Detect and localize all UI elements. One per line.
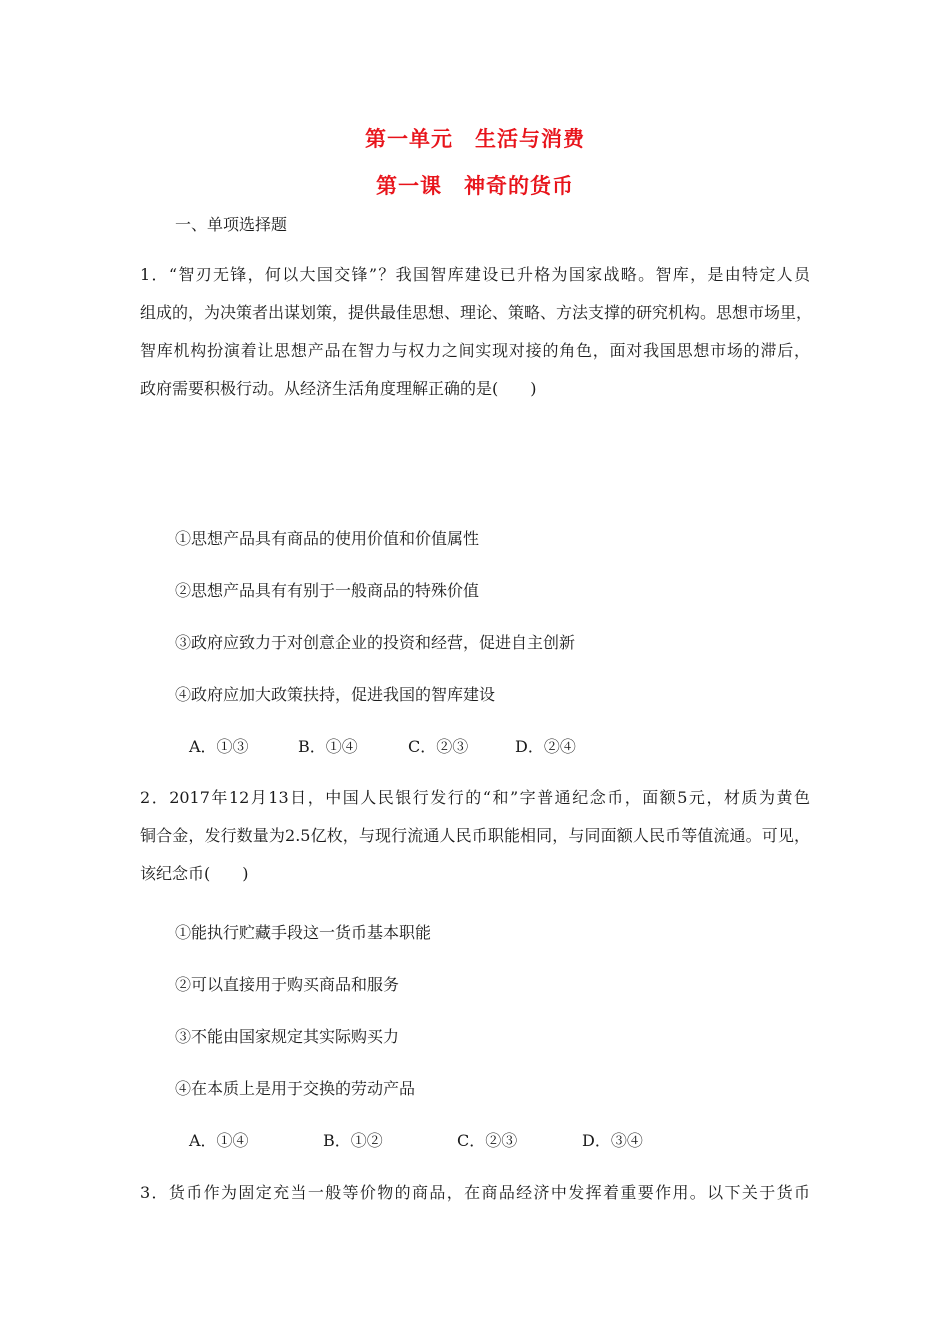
unit-title: 第一单元 生活与消费 (365, 126, 585, 151)
question-1-option-c: C．②③ (408, 737, 469, 756)
question-2-line: 该纪念币( ) (140, 864, 249, 883)
question-1-statement: ④政府应加大政策扶持，促进我国的智库建设 (175, 685, 496, 704)
question-1-stem (140, 256, 813, 408)
question-1-line: 政府需要积极行动。从经济生活角度理解正确的是( ) (140, 379, 537, 398)
question-1-statement: ①思想产品具有商品的使用价值和价值属性 (175, 529, 480, 548)
question-3-stem (140, 1174, 810, 1212)
question-1-line: 组成的，为决策者出谋划策，提供最佳思想、理论、策略、方法支撑的研究机构。思想市场里， (140, 303, 813, 322)
question-1-statement: ③政府应致力于对创意企业的投资和经营，促进自主创新 (175, 633, 576, 652)
section-heading: 一、单项选择题 (175, 215, 288, 234)
question-3-line: 3．货币作为固定充当一般等价物的商品，在商品经济中发挥着重要作用。以下关于货币 (140, 1183, 810, 1202)
question-1-statement: ②思想产品具有有别于一般商品的特殊价值 (175, 581, 480, 600)
question-2-option-a: A．①④ (189, 1131, 249, 1150)
question-1-line: 智库机构扮演着让思想产品在智力与权力之间实现对接的角色，面对我国思想市场的滞后， (140, 341, 810, 360)
question-2-option-d: D．③④ (582, 1131, 643, 1150)
question-1-option-d: D．②④ (515, 737, 576, 756)
question-2-option-c: C．②③ (457, 1131, 518, 1150)
question-1-option-a: A．①③ (189, 737, 249, 756)
question-2-statement: ①能执行贮藏手段这一货币基本职能 (175, 923, 432, 942)
question-2-statement: ③不能由国家规定其实际购买力 (175, 1027, 400, 1046)
question-2-statement: ②可以直接用于购买商品和服务 (175, 975, 400, 994)
question-2-statement: ④在本质上是用于交换的劳动产品 (175, 1079, 416, 1098)
question-2-option-b: B．①② (323, 1131, 383, 1150)
question-2-line: 铜合金，发行数量为2.5亿枚，与现行流通人民币职能相同，与同面额人民币等值流通。可见， (140, 826, 810, 845)
lesson-title: 第一课 神奇的货币 (376, 173, 574, 198)
question-1-line: 1．“智刃无锋，何以大国交锋”？我国智库建设已升格为国家战略。智库，是由特定人员 (140, 265, 810, 284)
question-2-stem (140, 779, 810, 893)
question-2-line: 2．2017年12月13日，中国人民银行发行的“和”字普通纪念币，面额5元，材质为黄色 (140, 788, 810, 807)
question-1-option-b: B．①④ (298, 737, 358, 756)
